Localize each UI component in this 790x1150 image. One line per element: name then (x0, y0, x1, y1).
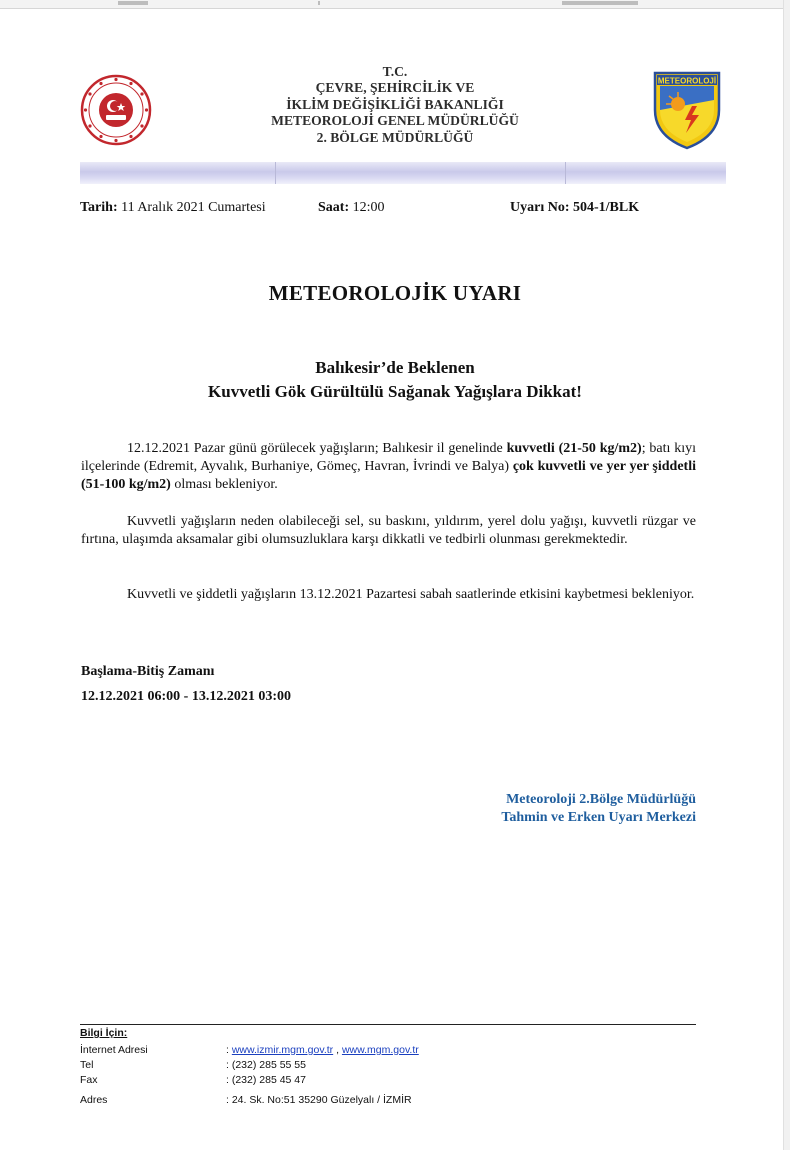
toolbar-control[interactable] (118, 1, 148, 5)
header-line: ÇEVRE, ŞEHİRCİLİK VE (315, 80, 475, 96)
date-label: Tarih: (80, 200, 118, 215)
internet-prefix: : (226, 1044, 232, 1056)
time-info (318, 200, 385, 216)
izmir-mgm-link[interactable]: www.izmir.mgm.gov.tr (231, 1044, 334, 1056)
toolbar-divider (318, 1, 320, 5)
footer-heading: Bilgi İçin: (80, 1027, 128, 1039)
warning-number-info (510, 200, 639, 216)
fax-value: : (232) 285 45 47 (226, 1074, 306, 1086)
date-info (80, 200, 266, 216)
link-separator: , (333, 1044, 342, 1056)
signature-line-2: Tahmin ve Erken Uyarı Merkezi (501, 810, 696, 825)
period-value: 12.12.2021 06:00 - 13.12.2021 03:00 (81, 689, 291, 704)
paragraph-1-part-a: 12.12.2021 Pazar günü görülecek yağışların; Balıkesir il genelinde (127, 441, 507, 456)
warning-value: 504-1/BLK (573, 200, 640, 215)
header-line: 2. BÖLGE MÜDÜRLÜĞÜ (316, 129, 474, 145)
internet-label: İnternet Adresi (80, 1044, 148, 1056)
paragraph-1-part-b: kuvvetli (21-50 kg/m2) (506, 441, 642, 456)
header-band (80, 162, 726, 184)
toolbar-control[interactable] (562, 1, 638, 5)
ministry-seal-icon (80, 74, 152, 146)
paragraph-1-part-e: olması bekleniyor. (170, 477, 278, 492)
meteoroloji-logo-icon (652, 70, 722, 150)
date-value: 11 Aralık 2021 Cumartesi (121, 200, 266, 215)
tel-value: : (232) 285 55 55 (226, 1059, 306, 1071)
header-line: T.C. (382, 64, 408, 79)
mgm-link[interactable]: www.mgm.gov.tr (341, 1044, 419, 1056)
fax-label: Fax (80, 1074, 98, 1086)
paragraph-2: Kuvvetli yağışların neden olabileceği sel, su baskını, yıldırım, yerel dolu yağışı, kuvvetli rüzgar ve fırtına, ulaşımda aksamalar gibi olumsuzluklara karşı dikkatli ve tedbirli olunması gerekmektedir. (81, 514, 696, 547)
viewer-toolbar-strip (0, 0, 790, 9)
time-value: 12:00 (352, 200, 385, 215)
header-line: METEOROLOJİ GENEL MÜDÜRLÜĞÜ (271, 113, 519, 129)
internet-value (226, 1044, 419, 1056)
paragraph-1-part-d: çok kuvvetli ve yer yer şiddetli (51-100 kg/m2) (81, 459, 696, 492)
band-divider (275, 162, 276, 184)
paragraph-3: Kuvvetli ve şiddetli yağışların 13.12.2021 Pazartesi sabah saatlerinde etkisini kaybetmesi bekleniyor. (127, 587, 695, 602)
header-line: İKLİM DEĞİŞİKLİĞİ BAKANLIĞI (286, 96, 504, 112)
period-label: Başlama-Bitiş Zamanı (81, 664, 215, 679)
warning-label: Uyarı No: (510, 200, 570, 215)
paragraph-1-part-c: ; batı kıyı ilçelerinde (Edremit, Ayvalık, Burhaniye, Gömeç, Havran, İvrindi ve Balya) (81, 441, 697, 474)
band-divider (565, 162, 566, 184)
address-value: : 24. Sk. No:51 35290 Güzelyalı / İZMİR (226, 1094, 412, 1106)
subtitle-line-2: Kuvvetli Gök Gürültülü Sağanak Yağışlara Dikkat! (208, 382, 582, 401)
footer-divider (80, 1024, 696, 1025)
subtitle-line-1: Balıkesir’de Beklenen (315, 358, 475, 377)
address-label: Adres (80, 1094, 108, 1106)
paragraph-1 (81, 440, 696, 494)
logo-text: METEOROLOJİ (657, 76, 717, 86)
time-label: Saat: (318, 200, 350, 215)
tel-label: Tel (80, 1059, 94, 1071)
scrollbar[interactable] (783, 0, 790, 1150)
header-title-block (160, 64, 630, 146)
signature-line-1: Meteoroloji 2.Bölge Müdürlüğü (506, 792, 696, 807)
page-title: METEOROLOJİK UYARI (268, 281, 522, 305)
